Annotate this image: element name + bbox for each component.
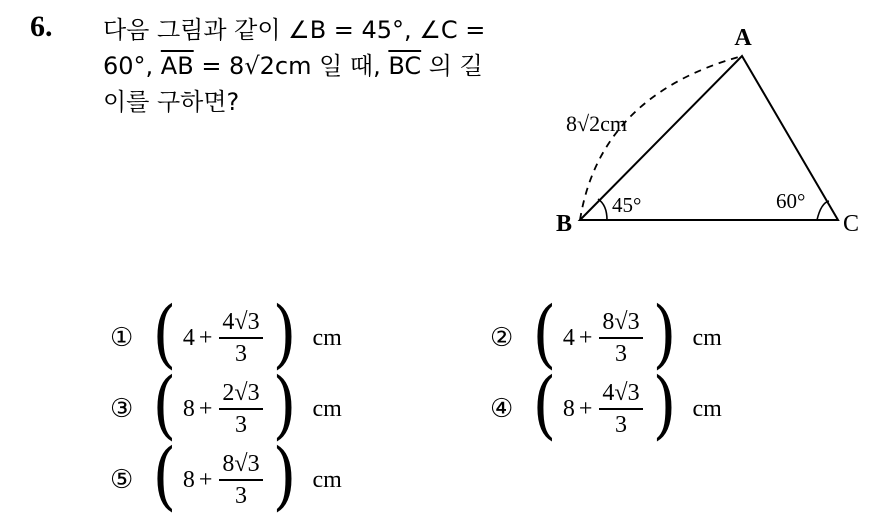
- choice-fraction: [599, 380, 642, 438]
- fraction-denominator: 3: [235, 341, 247, 367]
- vertex-a-label: A: [734, 25, 752, 51]
- choice-whole: 8: [562, 395, 575, 422]
- fraction-denominator: 3: [615, 341, 627, 367]
- choice-whole: 4: [562, 324, 575, 351]
- vertex-b-label: B: [555, 211, 573, 237]
- left-bracket: (: [532, 362, 557, 448]
- left-bracket: (: [152, 433, 177, 519]
- choice-unit: cm: [692, 324, 722, 351]
- right-bracket: ): [272, 291, 296, 377]
- fraction-denominator: 3: [235, 412, 247, 438]
- choice-unit: cm: [312, 395, 342, 422]
- choice-fraction: [219, 309, 262, 367]
- choice-marker: ①: [110, 323, 134, 353]
- choice-expression: [530, 362, 678, 448]
- choice-operator: +: [198, 324, 213, 351]
- choice-4[interactable]: [490, 362, 722, 448]
- stem-line-3: 이를 구하면?: [103, 88, 240, 116]
- choice-marker: ②: [490, 323, 514, 353]
- choice-expression: [150, 433, 298, 519]
- left-bracket: (: [532, 291, 557, 377]
- choice-marker: ⑤: [110, 465, 134, 495]
- choice-1[interactable]: [110, 291, 342, 377]
- question-number: 6.: [30, 10, 53, 43]
- segment-bc: $\overline{BC}$: [388, 52, 422, 80]
- angle-c-arc: [817, 201, 829, 220]
- choice-5[interactable]: [110, 433, 342, 519]
- stem-line-2: [103, 48, 533, 84]
- right-bracket: ): [652, 291, 676, 377]
- angle-b-arc: [598, 199, 607, 220]
- stem-line-2-suffix: 의 길: [421, 52, 483, 80]
- fraction-numerator: 4√3: [599, 380, 642, 410]
- right-bracket: ): [652, 362, 676, 448]
- choice-unit: cm: [312, 466, 342, 493]
- stem-line-2-mid: = 8√2cm 일 때,: [193, 52, 389, 80]
- left-bracket: (: [152, 291, 177, 377]
- choice-whole: 4: [182, 324, 195, 351]
- fraction-denominator: 3: [615, 412, 627, 438]
- left-bracket: (: [152, 362, 177, 448]
- choice-marker: ④: [490, 394, 514, 424]
- triangle-figure: [545, 15, 875, 255]
- vertex-c-label: C: [842, 211, 860, 237]
- segment-ab: $\overline{AB}$: [160, 52, 194, 80]
- choice-marker: ③: [110, 394, 134, 424]
- choice-fraction: [219, 380, 262, 438]
- choice-2[interactable]: [490, 291, 722, 377]
- choice-3[interactable]: [110, 362, 342, 448]
- fraction-numerator: 8√3: [599, 309, 642, 339]
- fraction-numerator: 8√3: [219, 451, 262, 481]
- choice-whole: 8: [182, 395, 195, 422]
- choice-operator: +: [578, 324, 593, 351]
- choice-fraction: [219, 451, 262, 509]
- choice-fraction: [599, 309, 642, 367]
- stem-line-1: 다음 그림과 같이 ∠B = 45°, ∠C =: [103, 16, 486, 44]
- choice-operator: +: [198, 395, 213, 422]
- angle-c-label: 60°: [776, 189, 806, 213]
- fraction-denominator: 3: [235, 483, 247, 509]
- choice-whole: 8: [182, 466, 195, 493]
- fraction-numerator: 4√3: [219, 309, 262, 339]
- fraction-numerator: 2√3: [219, 380, 262, 410]
- choice-unit: cm: [692, 395, 722, 422]
- choice-operator: +: [578, 395, 593, 422]
- choice-operator: +: [198, 466, 213, 493]
- side-ab-label: 8√2cm: [566, 111, 627, 136]
- question-stem: [103, 12, 533, 120]
- right-bracket: ): [272, 362, 296, 448]
- stem-line-2-prefix: 60°,: [103, 52, 161, 80]
- right-bracket: ): [272, 433, 296, 519]
- angle-b-label: 45°: [612, 193, 642, 217]
- choice-unit: cm: [312, 324, 342, 351]
